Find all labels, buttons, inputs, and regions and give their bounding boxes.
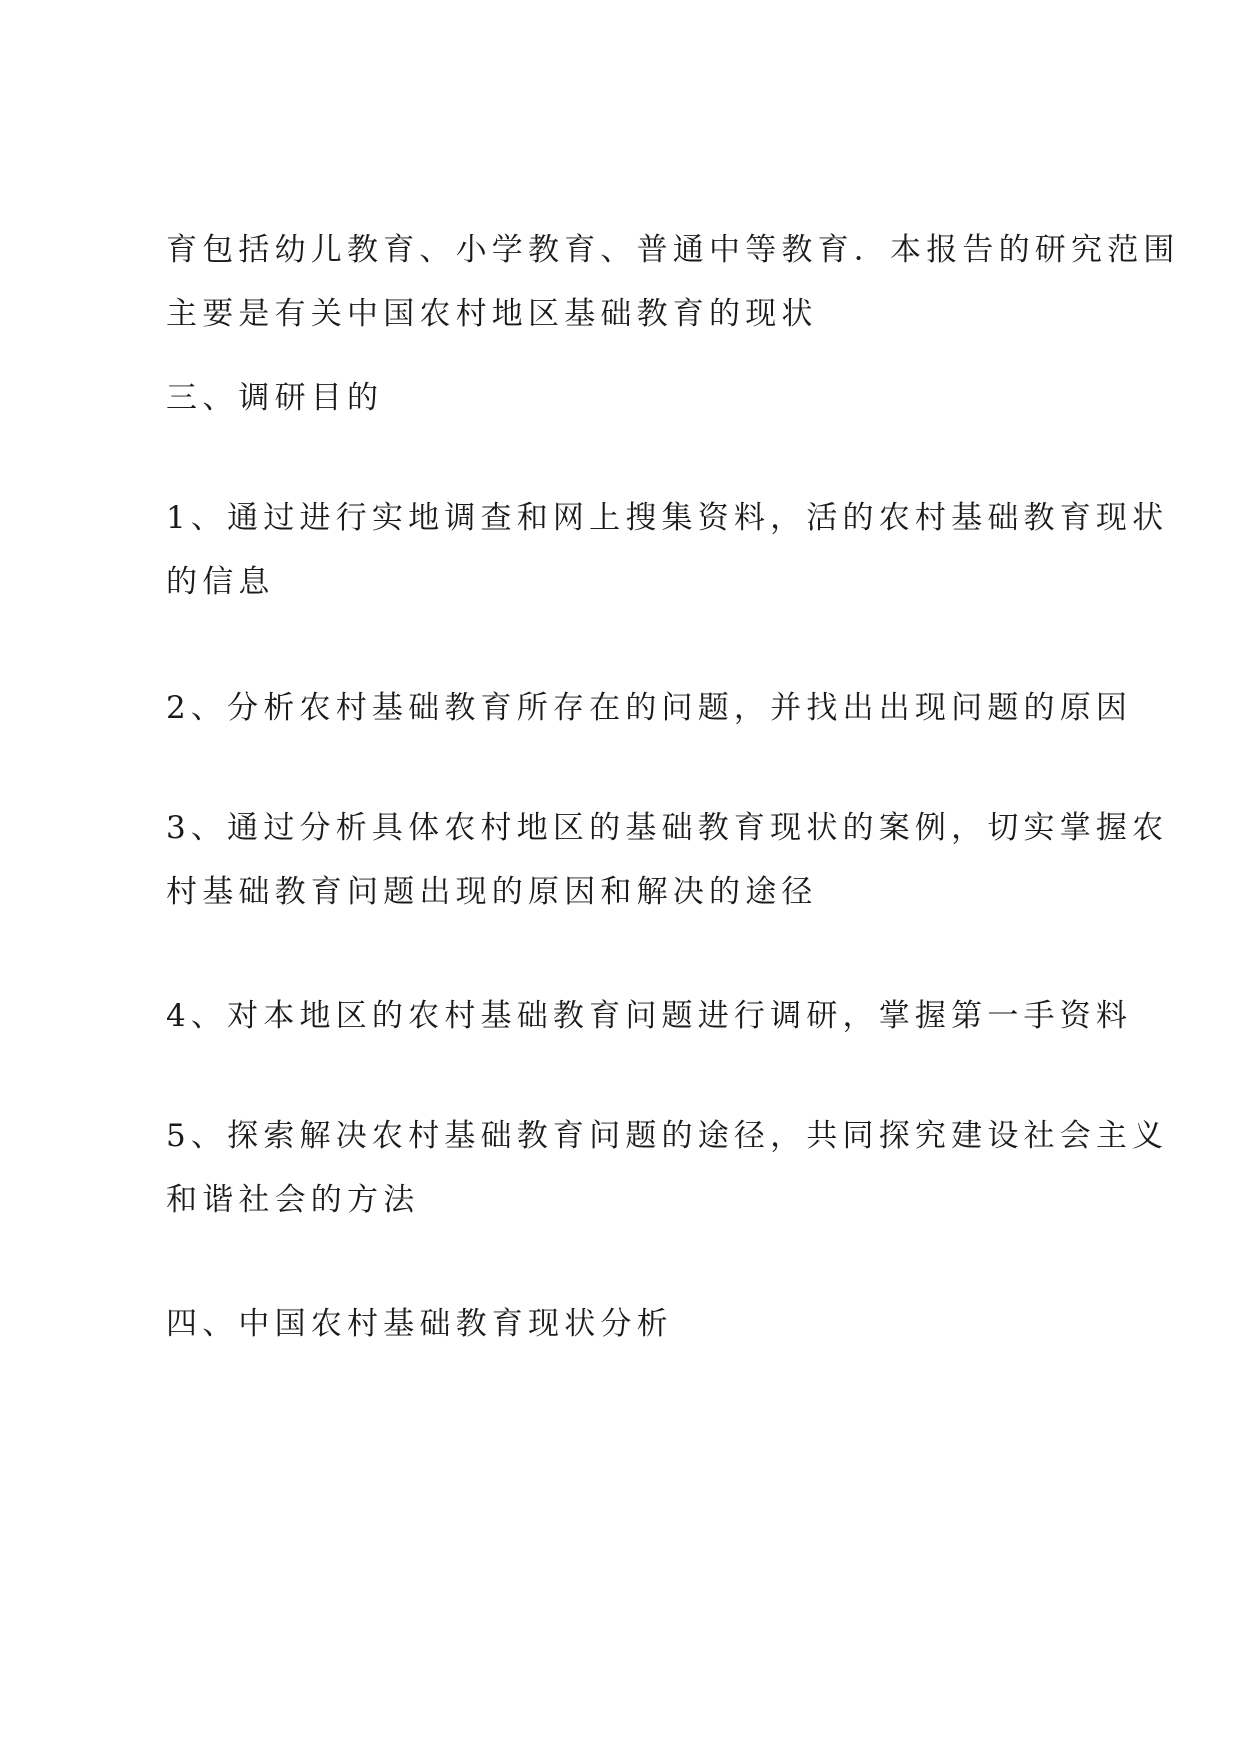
- section-3-heading-text: 三、调研目的: [166, 380, 384, 416]
- objective-item-4-text: 4、对本地区的农村基础教育问题进行调研，掌握第一手资料: [166, 998, 1133, 1034]
- objective-item-1-line-2: 的信息: [166, 564, 275, 600]
- objective-item-5-line-2: 和谐社会的方法: [166, 1182, 420, 1218]
- intro-line-1: 育包括幼儿教育、小学教育、普通中等教育．本报告的研究范围: [166, 232, 1180, 268]
- objective-item-2: [166, 676, 1133, 740]
- objective-item-1-line-1: 1、通过进行实地调查和网上搜集资料，活的农村基础教育现状: [166, 500, 1169, 536]
- objective-item-3-line-1: 3、通过分析具体农村地区的基础教育现状的案例，切实掌握农: [166, 810, 1169, 846]
- objective-item-1: [166, 486, 1169, 614]
- objective-item-4: [166, 984, 1133, 1048]
- intro-line-2: 主要是有关中国农村地区基础教育的现状: [166, 296, 818, 332]
- section-3-heading: [166, 366, 1096, 430]
- objective-item-5: [166, 1104, 1169, 1232]
- objective-item-3: [166, 796, 1169, 924]
- objective-item-5-line-1: 5、探索解决农村基础教育问题的途径，共同探究建设社会主义: [166, 1118, 1169, 1154]
- section-4-heading: [166, 1292, 1096, 1356]
- intro-paragraph: [166, 218, 1180, 346]
- section-4-heading-text: 四、中国农村基础教育现状分析: [166, 1306, 673, 1342]
- objective-item-3-line-2: 村基础教育问题出现的原因和解决的途径: [166, 874, 818, 910]
- objective-item-2-text: 2、分析农村基础教育所存在的问题，并找出出现问题的原因: [166, 690, 1133, 726]
